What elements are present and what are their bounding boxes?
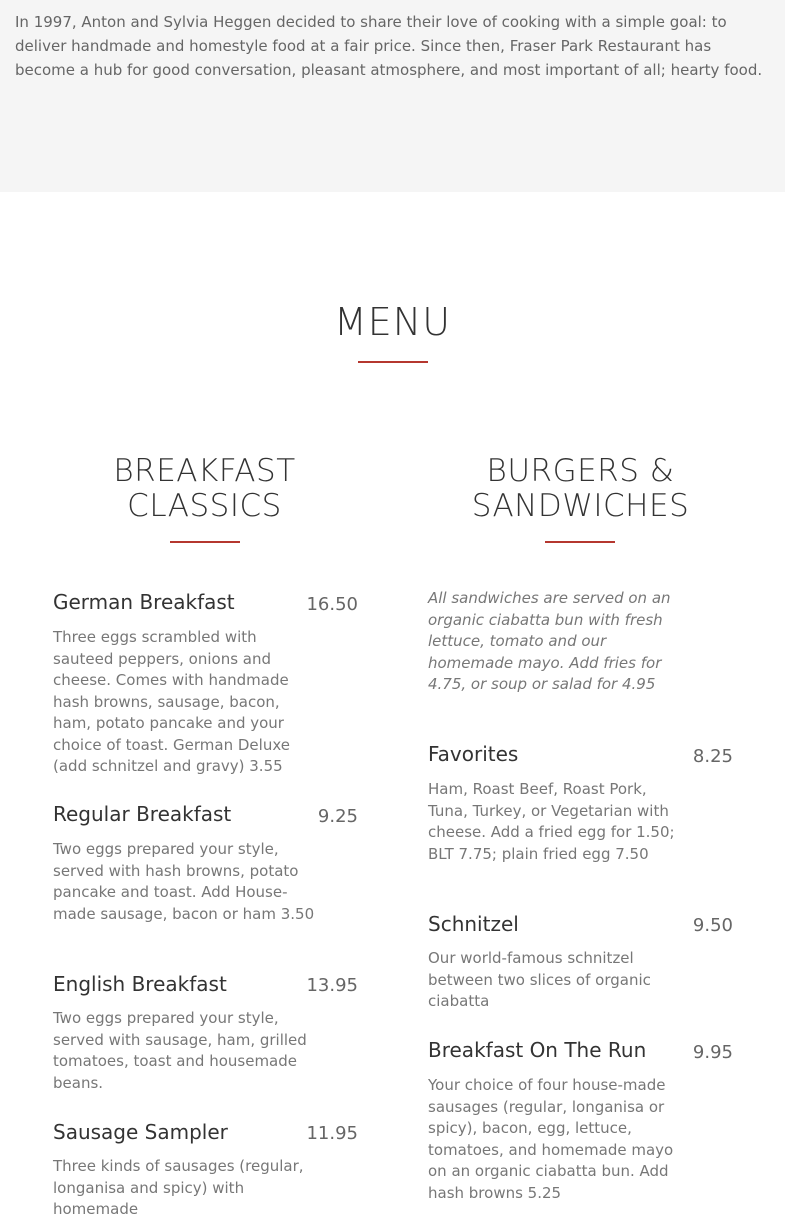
menu-title-divider bbox=[358, 361, 428, 363]
burgers-title-line2: SANDWICHES bbox=[471, 488, 690, 524]
breakfast-title-divider bbox=[170, 541, 240, 543]
item-name: Schnitzel bbox=[428, 912, 519, 936]
item-price: 13.95 bbox=[306, 975, 358, 996]
burgers-sandwiches-title bbox=[428, 454, 733, 524]
item-description: Two eggs prepared your style, served with sausage, ham, grilled tomatoes, toast and housemade beans. bbox=[53, 1009, 307, 1092]
breakfast-title-line1: BREAKFAST bbox=[113, 453, 296, 489]
about-text: In 1997, Anton and Sylvia Heggen decided to share their love of cooking with a simple goal: to deliver handmade and homestyle food at a fair price. Since then, Fraser Park Restaurant has become a hub for good conversation, pleasant atmosphere, and most important of all; hearty food. bbox=[15, 13, 763, 79]
item-description: Your choice of four house-made sausages (regular, longanisa or spicy), bacon, egg, lettuce, tomatoes, and homemade mayo on an organic ciabatta bun. Add hash browns 5.25 bbox=[428, 1076, 674, 1202]
burgers-title-divider bbox=[545, 541, 615, 543]
item-price: 9.95 bbox=[692, 1042, 733, 1063]
breakfast-title-line2: CLASSICS bbox=[127, 488, 282, 524]
item-name: German Breakfast bbox=[53, 590, 235, 614]
menu-title: MENU bbox=[333, 300, 452, 344]
breakfast-classics-title bbox=[52, 454, 357, 524]
item-name: Sausage Sampler bbox=[53, 1120, 228, 1144]
item-name: English Breakfast bbox=[53, 972, 227, 996]
item-description: Our world-famous schnitzel between two slices of organic ciabatta bbox=[428, 949, 651, 1010]
item-price: 11.95 bbox=[306, 1123, 358, 1144]
item-price: 16.50 bbox=[306, 594, 358, 615]
sandwiches-note: All sandwiches are served on an organic ciabatta bun with fresh lettuce, tomato and our homemade mayo. Add fries for 4.75, or soup or salad for 4.95 bbox=[428, 589, 671, 693]
item-description: Ham, Roast Beef, Roast Pork, Tuna, Turkey, or Vegetarian with cheese. Add a fried egg for 1.50; BLT 7.75; plain fried egg 7.50 bbox=[428, 780, 675, 863]
item-name: Breakfast On The Run bbox=[428, 1038, 647, 1062]
item-description: Two eggs prepared your style, served with hash browns, potato pancake and toast. Add House-made sausage, bacon or ham 3.50 bbox=[53, 840, 315, 923]
item-price: 9.50 bbox=[692, 915, 733, 936]
item-description: Three kinds of sausages (regular, longanisa and spicy) with homemade bbox=[53, 1157, 304, 1218]
item-description: Three eggs scrambled with sauteed peppers, onions and cheese. Comes with handmade hash browns, sausage, bacon, ham, potato pancake and your choice of toast. German Deluxe (add schnitzel and gravy) 3.55 bbox=[53, 628, 290, 775]
item-price: 8.25 bbox=[692, 746, 733, 767]
burgers-title-line1: BURGERS & bbox=[486, 453, 675, 489]
item-price: 9.25 bbox=[317, 806, 358, 827]
item-name: Regular Breakfast bbox=[53, 802, 232, 826]
item-name: Favorites bbox=[428, 742, 519, 766]
about-section bbox=[0, 0, 785, 192]
